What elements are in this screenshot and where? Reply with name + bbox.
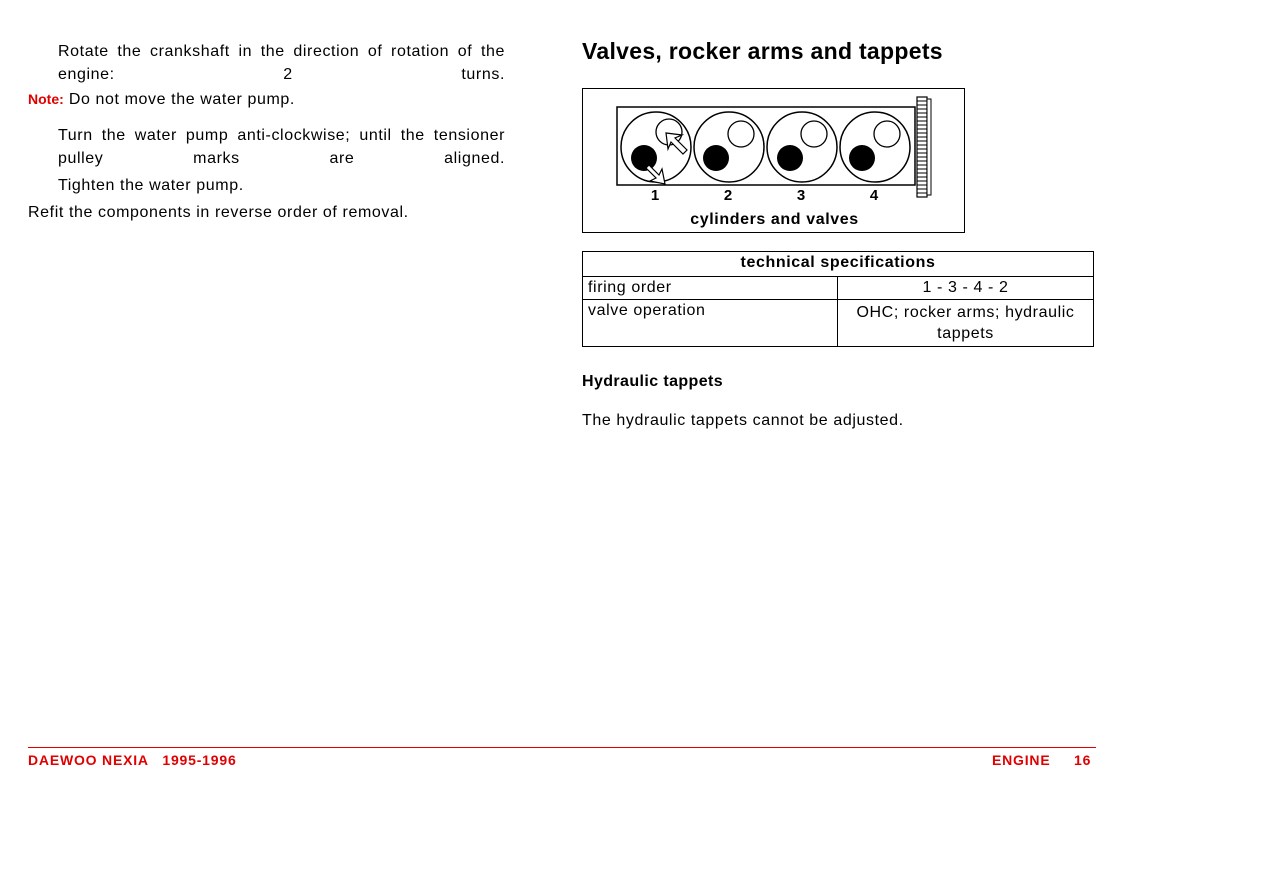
footer-divider bbox=[28, 747, 1096, 748]
paragraph-hydraulic-tappets: The hydraulic tappets cannot be adjusted. bbox=[582, 412, 904, 429]
footer-publication: DAEWOO NEXIA 1995-1996 bbox=[28, 752, 237, 768]
spec-value-valve-operation: OHC; rocker arms; hydraulic tappets bbox=[838, 300, 1094, 347]
spec-value-firing-order: 1 - 3 - 4 - 2 bbox=[838, 277, 1094, 300]
section-title: Valves, rocker arms and tappets bbox=[582, 38, 943, 64]
cylinder-label-3: 3 bbox=[796, 187, 806, 204]
subheading-hydraulic-tappets: Hydraulic tappets bbox=[582, 373, 724, 390]
technical-specifications-table bbox=[582, 251, 1094, 347]
spec-label-firing-order: firing order bbox=[583, 277, 838, 300]
cylinder-2 bbox=[694, 112, 764, 182]
paragraph-turn-water-pump: Turn the water pump anti-clockwise; until the tensioner pulley marks are aligned. bbox=[58, 127, 505, 167]
cylinder-label-2: 2 bbox=[723, 187, 733, 204]
note-text: Do not move the water pump. bbox=[68, 91, 295, 108]
table-row bbox=[583, 300, 1094, 347]
cylinder-label-1: 1 bbox=[650, 187, 660, 204]
table-header: technical specifications bbox=[583, 252, 1094, 277]
cylinders-valves-figure bbox=[582, 88, 965, 233]
footer-section: ENGINE bbox=[992, 752, 1051, 768]
cylinder-label-4: 4 bbox=[869, 187, 879, 204]
figure-caption: cylinders and valves bbox=[690, 211, 859, 228]
table-header-row bbox=[583, 252, 1094, 277]
note-label: Note: bbox=[28, 91, 64, 107]
page-number: 16 bbox=[1074, 752, 1092, 768]
cylinder-4 bbox=[840, 112, 910, 182]
cylinder-3 bbox=[767, 112, 837, 182]
table-row bbox=[583, 277, 1094, 300]
note bbox=[28, 88, 508, 111]
paragraph-tighten: Tighten the water pump. bbox=[58, 177, 244, 194]
paragraph-refit: Refit the components in reverse order of removal. bbox=[28, 204, 409, 221]
paragraph-rotate-crankshaft: Rotate the crankshaft in the direction of rotation of the engine: 2 turns. bbox=[58, 43, 505, 83]
spec-label-valve-operation: valve operation bbox=[583, 300, 838, 347]
